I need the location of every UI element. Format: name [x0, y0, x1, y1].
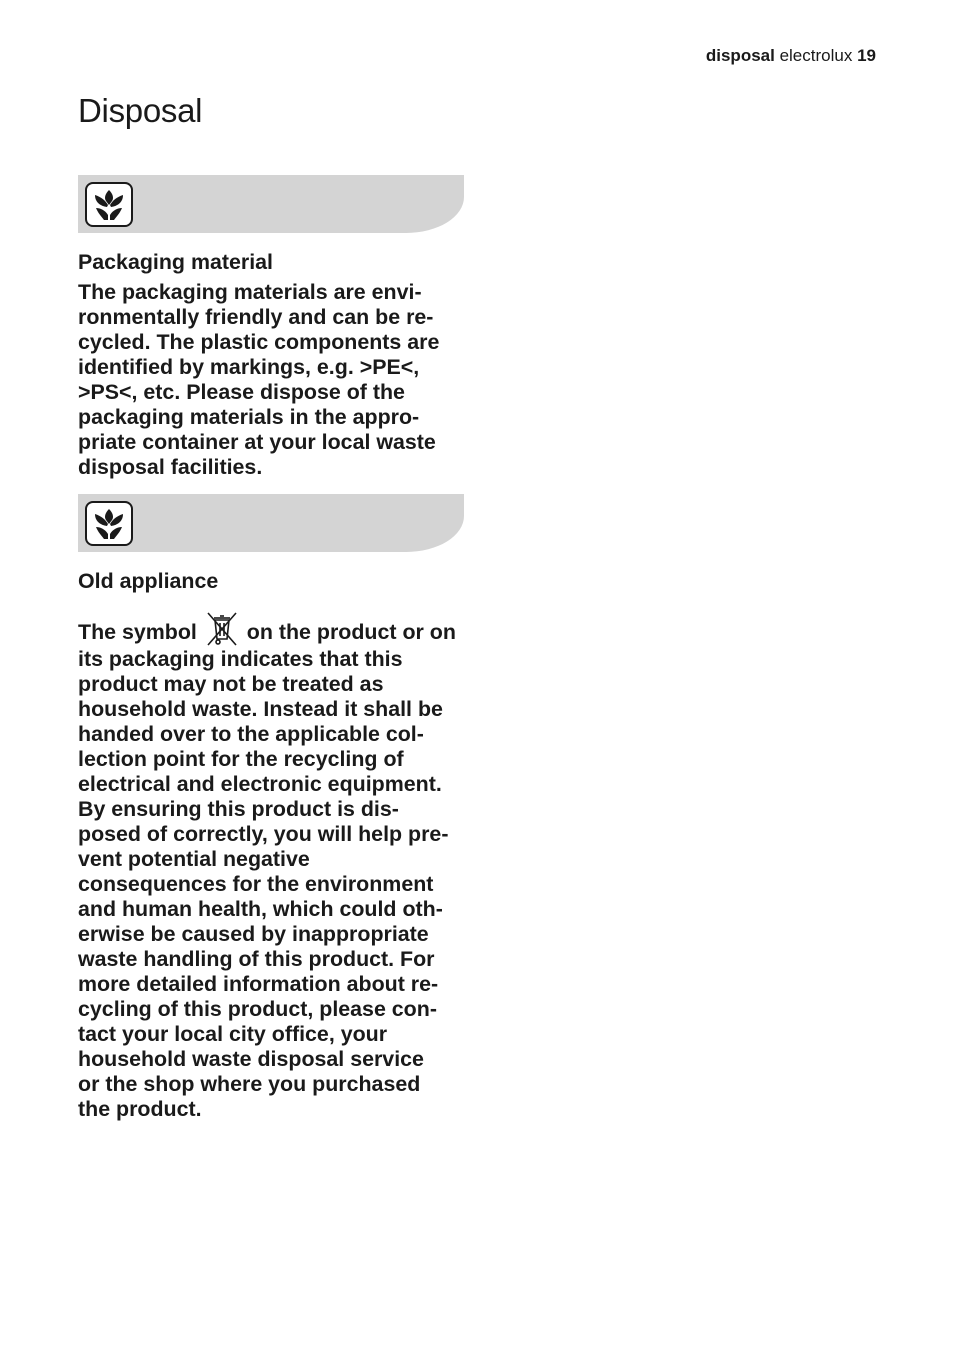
paragraph-line: consequences for the environment — [78, 872, 434, 896]
page-title: Disposal — [78, 92, 203, 129]
environment-banner-packaging — [78, 175, 464, 233]
old-appliance-heading: Old appliance — [78, 569, 219, 593]
paragraph-line-end: on the product or on — [246, 620, 456, 644]
paragraph-line: By ensuring this product is dis- — [78, 797, 399, 821]
paragraph-line: >PS<, etc. Please dispose of the — [78, 380, 405, 404]
paragraph-line-start: The symbol — [78, 620, 197, 644]
paragraph-line: household waste. Instead it shall be — [78, 697, 443, 721]
paragraph-line: ronmentally friendly and can be re- — [78, 305, 434, 329]
paragraph-line: identified by markings, e.g. >PE<, — [78, 355, 420, 379]
paragraph-line: household waste disposal service — [78, 1047, 424, 1071]
paragraph-line: product may not be treated as — [78, 672, 384, 696]
paragraph-line: cycled. The plastic components are — [78, 330, 440, 354]
page-number: 19 — [857, 46, 876, 65]
paragraph-line: vent potential negative — [78, 847, 310, 871]
running-header — [706, 46, 876, 66]
environment-flower-icon — [85, 182, 133, 227]
paragraph-line: handed over to the applicable col- — [78, 722, 424, 746]
paragraph-line: and human health, which could oth- — [78, 897, 443, 921]
paragraph-line: more detailed information about re- — [78, 972, 439, 996]
paragraph-first-line — [78, 611, 464, 647]
old-appliance-paragraph — [78, 611, 464, 1122]
header-brand: electrolux — [779, 46, 853, 65]
paragraph-line: packaging materials in the appro- — [78, 405, 420, 429]
paragraph-line: cycling of this product, please con- — [78, 997, 437, 1021]
header-section: disposal — [705, 46, 775, 65]
paragraph-line: lection point for the recycling of — [78, 747, 404, 771]
paragraph-line: electrical and electronic equipment. — [78, 772, 442, 796]
paragraph-line: disposal facilities. — [78, 455, 263, 479]
environment-flower-icon — [85, 501, 133, 546]
paragraph-line: tact your local city office, your — [78, 1022, 388, 1046]
paragraph-line: the product. — [78, 1097, 202, 1121]
paragraph-line: priate container at your local waste — [78, 430, 436, 454]
paragraph-line: posed of correctly, you will help pre- — [78, 822, 449, 846]
crossed-out-wheelie-bin-icon — [205, 611, 239, 647]
paragraph-line: or the shop where you purchased — [78, 1072, 421, 1096]
paragraph-line: The packaging materials are envi- — [78, 280, 422, 304]
paragraph-line: waste handling of this product. For — [78, 947, 435, 971]
paragraph-line: erwise be caused by inappropriate — [78, 922, 429, 946]
paragraph-line: its packaging indicates that this — [78, 647, 403, 671]
packaging-paragraph — [78, 280, 464, 480]
environment-banner-old-appliance — [78, 494, 464, 552]
packaging-heading: Packaging material — [78, 250, 273, 274]
